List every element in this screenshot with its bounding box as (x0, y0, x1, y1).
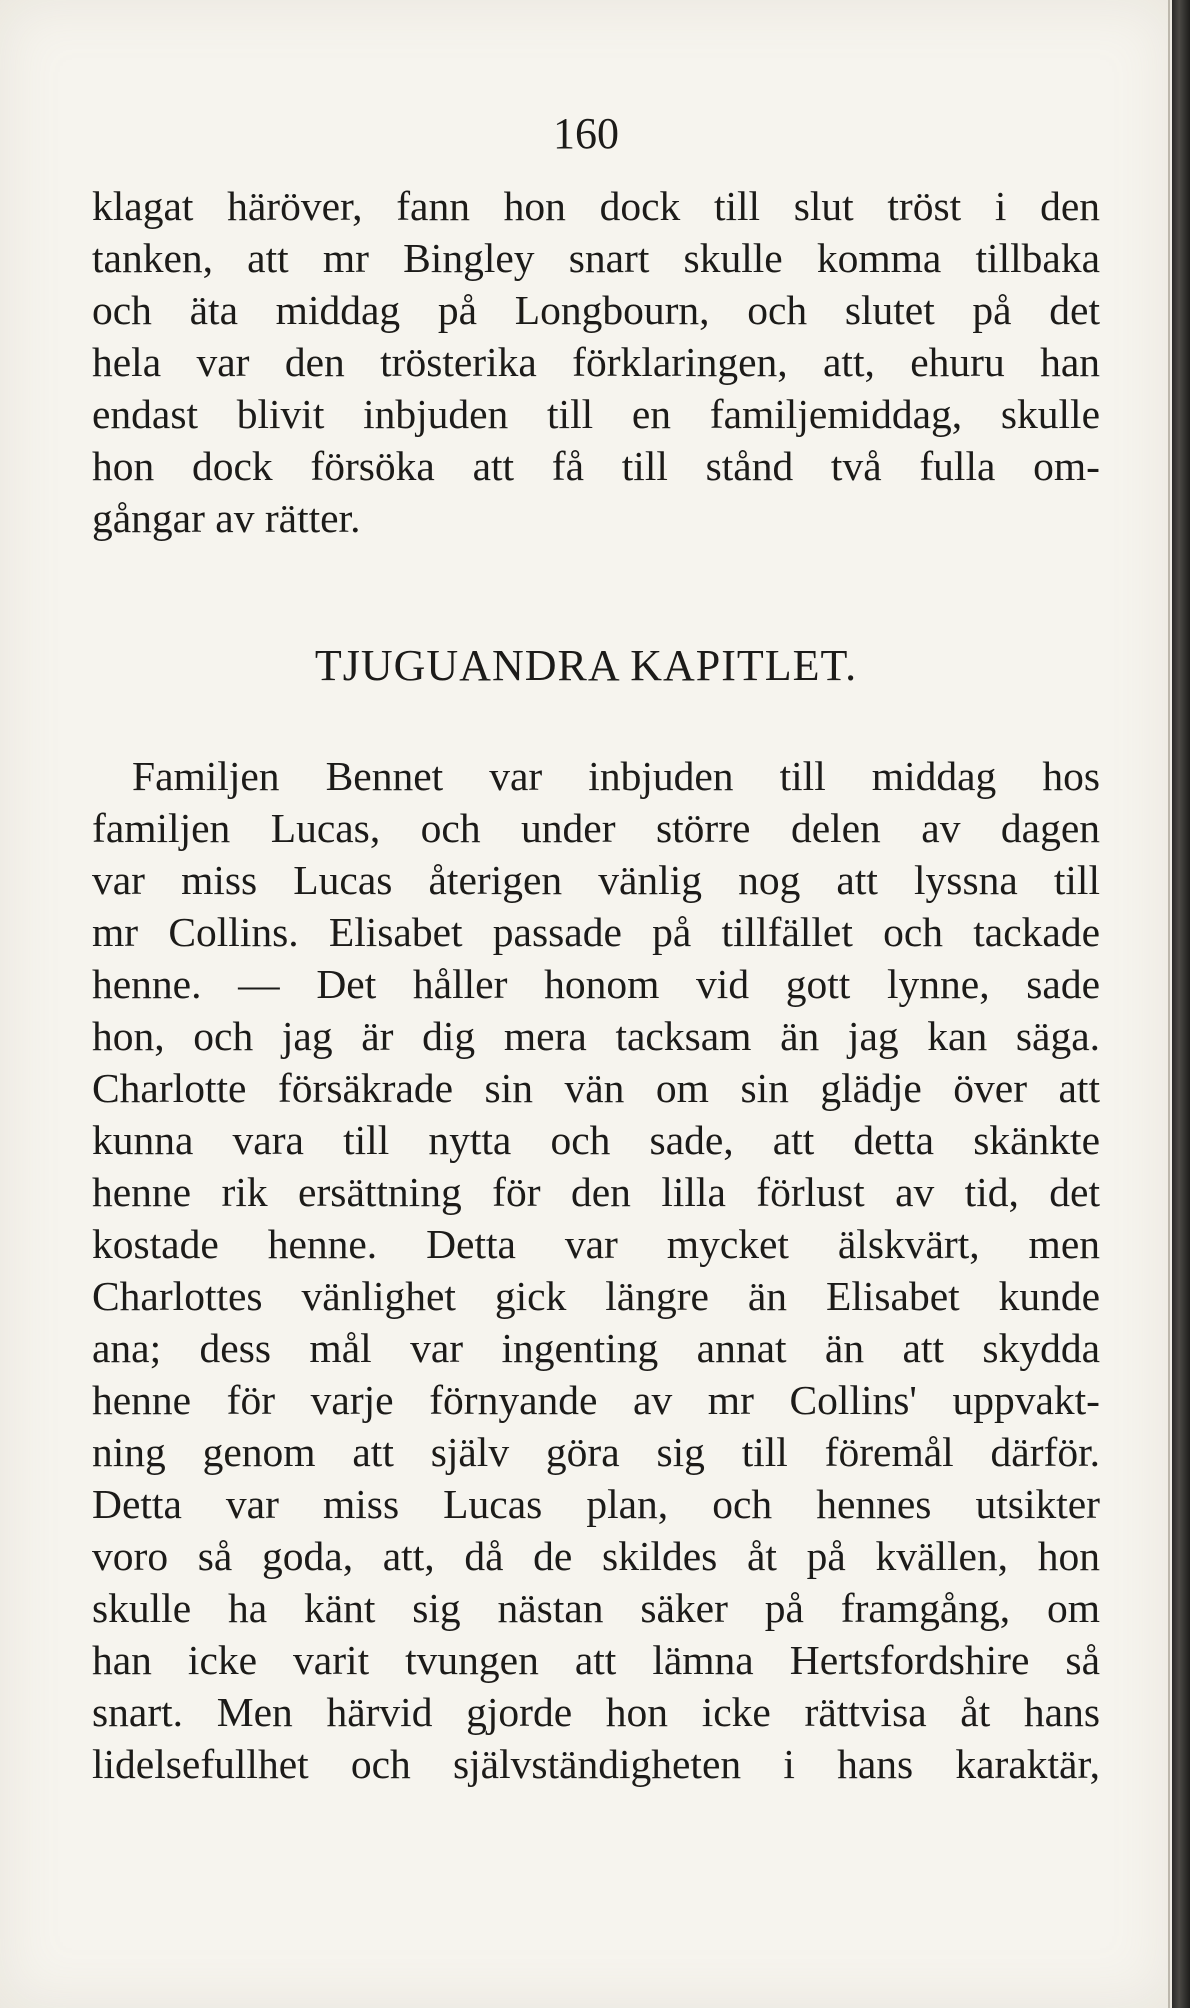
text-line: henne. — Det håller honom vid gott lynne, sade (92, 961, 1100, 1007)
text-line: skulle ha känt sig nästan säker på framgång, om (92, 1585, 1100, 1631)
text-line: gångar av rätter. (92, 495, 361, 541)
paragraph-2 (92, 750, 1100, 1790)
text-line: henne rik ersättning för den lilla förlust av tid, det (92, 1169, 1100, 1215)
text-line: Detta var miss Lucas plan, och hennes utsikter (92, 1481, 1100, 1527)
text-line: ana; dess mål var ingenting annat än att skydda (92, 1325, 1100, 1371)
text-line: kostade henne. Detta var mycket älskvärt, men (92, 1221, 1100, 1267)
text-line: mr Collins. Elisabet passade på tillfället och tackade (92, 909, 1100, 955)
text-line: tanken, att mr Bingley snart skulle komma tillbaka (92, 235, 1100, 281)
text-line: Charlotte försäkrade sin vän om sin glädje över att (92, 1065, 1100, 1111)
text-line: endast blivit inbjuden till en familjemiddag, skulle (92, 391, 1100, 437)
text-line: Familjen Bennet var inbjuden till middag hos (132, 753, 1100, 799)
text-line: kunna vara till nytta och sade, att detta skänkte (92, 1117, 1100, 1163)
book-spine-edge (1172, 0, 1190, 2008)
chapter-heading: TJUGUANDRA KAPITLET. (314, 641, 858, 690)
text-line: var miss Lucas återigen vänlig nog att lyssna till (92, 857, 1100, 903)
text-line: henne för varje förnyande av mr Collins' uppvakt- (92, 1377, 1100, 1423)
paragraph-1 (92, 180, 1100, 544)
text-line: voro så goda, att, då de skildes åt på kvällen, hon (92, 1533, 1100, 1579)
text-line: Charlottes vänlighet gick längre än Elisabet kunde (92, 1273, 1100, 1319)
page-number: 160 (553, 109, 619, 158)
text-line: snart. Men härvid gjorde hon icke rättvisa åt hans (92, 1689, 1100, 1735)
text-line: lidelsefullhet och självständigheten i hans karaktär, (92, 1741, 1100, 1787)
text-line: han icke varit tvungen att lämna Hertsfordshire så (92, 1637, 1100, 1683)
text-line: och äta middag på Longbourn, och slutet på det (92, 287, 1100, 333)
text-line: familjen Lucas, och under större delen av dagen (92, 805, 1100, 851)
text-line: ning genom att själv göra sig till föremål därför. (92, 1429, 1100, 1475)
text-line: hon dock försöka att få till stånd två fulla om- (92, 443, 1100, 489)
page-edge-line (1168, 0, 1170, 2008)
text-line: hela var den trösterika förklaringen, att, ehuru han (92, 339, 1100, 385)
text-line: hon, och jag är dig mera tacksam än jag kan säga. (92, 1013, 1100, 1059)
text-line: klagat häröver, fann hon dock till slut tröst i den (92, 183, 1100, 229)
